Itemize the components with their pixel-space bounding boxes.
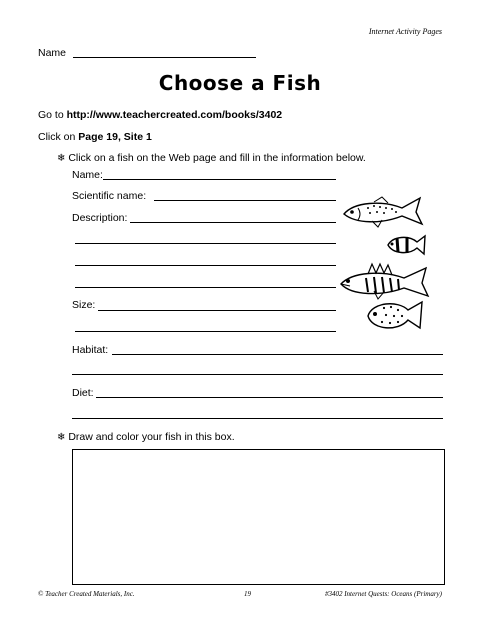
footer-copyright: © Teacher Created Materials, Inc. — [38, 590, 135, 598]
scientific-name-line[interactable] — [154, 200, 336, 201]
footer-book-info: #3402 Internet Quests: Oceans (Primary) — [324, 590, 442, 598]
name-answer-line[interactable] — [73, 57, 256, 58]
habitat-label: Habitat: — [72, 344, 109, 356]
size-line-2[interactable] — [75, 331, 336, 332]
description-line-1[interactable] — [130, 222, 336, 223]
diet-line-1[interactable] — [96, 397, 443, 398]
click-line — [38, 131, 152, 143]
click-prefix: Click on — [38, 131, 79, 143]
scientific-name-label: Scientific name: — [72, 190, 147, 202]
drawing-box[interactable] — [72, 449, 445, 585]
description-label: Description: — [72, 212, 128, 224]
snowflake-icon: ❄ — [57, 153, 66, 164]
fish-name-label: Name: — [72, 169, 103, 181]
habitat-line-1[interactable] — [112, 354, 443, 355]
fish-name-line[interactable] — [103, 179, 336, 180]
page-title: Choose a Fish — [158, 71, 322, 95]
snowflake-icon: ❄ — [57, 432, 66, 443]
description-line-2[interactable] — [75, 243, 336, 244]
running-header: Internet Activity Pages — [368, 27, 442, 36]
goto-line — [38, 109, 282, 121]
diet-line-2[interactable] — [72, 418, 443, 419]
instruction-1 — [57, 152, 366, 165]
diet-label: Diet: — [72, 387, 94, 399]
goto-url: http://www.teachercreated.com/books/3402 — [66, 109, 283, 121]
reef-fish-icon — [364, 298, 426, 334]
habitat-line-2[interactable] — [72, 374, 443, 375]
size-line-1[interactable] — [98, 310, 336, 311]
perch-fish-icon — [338, 262, 430, 300]
size-label: Size: — [72, 299, 96, 311]
instruction-1-text: Click on a fish on the Web page and fill in the information below. — [68, 152, 366, 164]
goto-prefix: Go to — [38, 109, 67, 121]
instruction-2 — [57, 431, 235, 444]
click-target: Page 19, Site 1 — [78, 131, 152, 143]
clownfish-icon — [385, 232, 427, 258]
instruction-2-text: Draw and color your fish in this box. — [68, 431, 235, 443]
footer-page-number: 19 — [244, 590, 251, 598]
description-line-4[interactable] — [75, 287, 336, 288]
trout-fish-icon — [340, 194, 424, 230]
name-label: Name — [38, 47, 67, 59]
description-line-3[interactable] — [75, 265, 336, 266]
